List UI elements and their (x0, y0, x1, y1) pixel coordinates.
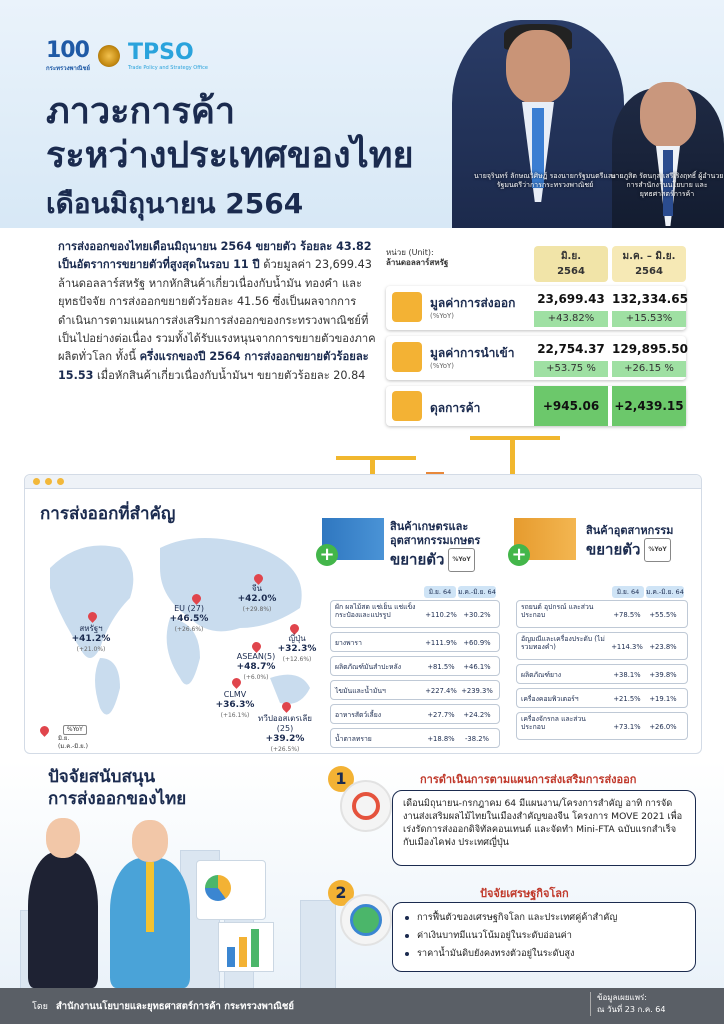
legend-pin-icon (38, 724, 51, 737)
agri-category-title: สินค้าเกษตรและ อุตสาหกรรมเกษตร ขยายตัว %YoY (390, 520, 480, 572)
page-title-month: เดือนมิถุนายน 2564 (46, 187, 304, 220)
market-australia: ทวีปออสเตรเลีย (25) +39.2% (+26.5%) (258, 714, 312, 753)
intro-highlight-1: การส่งออกของไทยเดือนมิถุนายน 2564 ขยายตัว ร้อยละ 43.82 เป็นอัตราการขยายตัวที่สูงสุดในรอบ 11 ปี (58, 240, 372, 272)
hero-banner (0, 0, 724, 228)
market-asean: ASEAN(5) +48.7% (+6.0%) (236, 652, 276, 681)
industry-category-title: สินค้าอุตสาหกรรม ขยายตัว %YoY (586, 524, 673, 562)
industry-item: ผลิตภัณฑ์ยาง +38.1% +39.8% (516, 664, 688, 684)
ministry-seal-icon (98, 45, 120, 67)
agri-item: ผลิตภัณฑ์มันสำปะหลัง +81.5% +46.1% (330, 656, 500, 676)
globe-icon (340, 894, 392, 946)
factor-2-item: ราคาน้ำมันดิบยังคงทรงตัวอยู่ในระดับสูง (405, 947, 683, 960)
import-june-value: 22,754.37 (537, 342, 605, 356)
agri-item: ผัก ผลไม้สด แช่เย็น แช่แข็ง กระป๋องและแปรรูป +110.2% +30.2% (330, 600, 500, 628)
industry-item: รถยนต์ อุปกรณ์ และส่วนประกอบ +78.5% +55.5% (516, 600, 688, 628)
intro-paragraph (58, 238, 378, 385)
factor-2-number: 2 (328, 880, 354, 906)
industry-header-ytd: ม.ค.-มิ.ย. 64 (646, 588, 684, 596)
map-legend: %YoY มิ.ย. (ม.ค.-มิ.ย.) (40, 722, 88, 751)
col-header-june: มิ.ย. 2564 (534, 246, 608, 282)
industry-item: อัญมณีและเครื่องประดับ (ไม่รวมทองคำ) +114.3% +23.8% (516, 632, 688, 660)
market-clmv: CLMV +36.3% (+16.1%) (215, 690, 255, 719)
market-eu: EU (27) +46.5% (+26.6%) (169, 604, 209, 633)
factor-1-text: เดือนมิถุนายน-กรกฎาคม 64 มีแผนงาน/โครงการสำคัญ อาทิ การจัดงานส่งเสริมผลไม้ไทยในเมืองสำคัญของจีน โครงการ MOVE 2021 เพื่อเร่งรัดการส่งออกดิจิทัลคอนเทนต์ และจัดทำ Mini-FTA ฉบับแรกสำเร็จกับเมืองไคฟง ประเทศญี่ปุ่น (392, 790, 696, 866)
balance-ytd-value: +2,439.15 (612, 386, 686, 426)
export-row: มูลค่าการส่งออก (%YoY) 23,699.43 132,334.65 +43.82% +15.53% (386, 286, 686, 330)
import-ytd-value: 129,895.50 (612, 342, 688, 356)
export-june-value: 23,699.43 (537, 292, 605, 306)
tpso-logo: TPSO Trade Policy and Strategy Office (128, 40, 208, 71)
factor-2-item: ค่าเงินบาทมีแนวโน้มอยู่ในระดับอ่อนค่า (405, 929, 683, 942)
market-china: จีน +42.0% (+29.8%) (237, 584, 277, 613)
market-japan: ญี่ปุ่น +32.3% (+12.6%) (277, 634, 317, 663)
bar-chart-icon (218, 922, 274, 972)
factor-2-item: การฟื้นตัวของเศรษฐกิจโลก และประเทศคู่ค้าสำคัญ (405, 911, 683, 924)
intro-tail: เมื่อหักสินค้าเกี่ยวเนื่องกับน้ำมันฯ ขยายตัวร้อยละ 20.84 (93, 368, 366, 382)
chart-board-icon (196, 860, 266, 920)
agri-item: ไขมันและน้ำมันฯ +227.4% +239.3% (330, 680, 500, 700)
minister-caption: นายจุรินทร์ ลักษณวิศิษฏ์ รองนายกรัฐมนตรีและ รัฐมนตรีว่าการกระทรวงพาณิชย์ (474, 172, 616, 190)
factor-2-title: ปัจจัยเศรษฐกิจโลก (480, 884, 569, 905)
agri-header-june: มิ.ย. 64 (424, 586, 456, 598)
market-usa: สหรัฐฯ +41.2% (+21.0%) (71, 624, 111, 653)
factor-1-number: 1 (328, 766, 354, 792)
import-row: มูลค่าการนำเข้า (%YoY) 22,754.37 129,895.50 +53.75 % +26.15 % (386, 336, 686, 380)
col-header-ytd: ม.ค. – มิ.ย. 2564 (612, 246, 686, 282)
export-ytd-value: 132,334.65 (612, 292, 688, 306)
intro-highlight-2: ครึ่งแรกของปี 2564 การส่งออกขยายตัวร้อยละ 15.53 (58, 350, 369, 382)
agri-item: อาหารสัตว์เลี้ยง +27.7% +24.2% (330, 704, 500, 724)
logo-group (46, 38, 208, 73)
industry-plus-icon: + (508, 544, 530, 566)
director-portrait (612, 88, 724, 228)
ministry-100-logo: 100 กระทรวงพาณิชย์ (46, 38, 91, 72)
agri-plus-icon: + (316, 544, 338, 566)
businesswoman-illustration (28, 852, 98, 988)
factor-2-list (392, 902, 696, 972)
export-boxes-icon (392, 292, 422, 322)
document-box-icon (392, 391, 422, 421)
import-boxes-icon (392, 342, 422, 372)
page-title-line1: ภาวะการค้า (46, 91, 236, 132)
intro-body: ด้วยมูลค่า 23,699.43 ล้านดอลลาร์สหรัฐ หากหักสินค้าเกี่ยวเนื่องกับน้ำมัน ทองคำ และยุทธปัจจัย การส่งออกขยายตัวร้อยละ 41.56 ซึ่งเป็นผลจากการดำเนินการตามแผนการส่งเสริมการส่งออกของกระทรวงพาณิชย์ที่เป็นไปอย่างต่อเนื่อง รวมทั้งได้รับแรงหนุนจากการขยายตัวของภาคผลิตทั่วโลก ทั้งนี้ (58, 258, 376, 364)
balance-june-value: +945.06 (534, 386, 608, 426)
page-title-line2: ระหว่างประเทศของไทย (46, 135, 414, 176)
factor-1-title: การดำเนินการตามแผนการส่งเสริมการส่งออก (420, 770, 636, 791)
minister-portrait (452, 20, 624, 228)
export-june-yoy: +43.82% (534, 311, 608, 327)
director-caption: นายภูสิต รัตนกุล เสรีเริงฤทธิ์ ผู้อำนวยการสำนักงานนโยบาย และยุทธศาสตร์การค้า (610, 172, 724, 199)
industry-header-june: มิ.ย. 64 (612, 586, 644, 598)
unit-label: หน่วย (Unit): ล้านดอลลาร์สหรัฐ (386, 248, 449, 267)
import-ytd-yoy: +26.15 % (612, 361, 686, 377)
agri-item: น้ำตาลทราย +18.8% -38.2% (330, 728, 500, 748)
footer-publish-date: ข้อมูลเผยแพร่: ณ วันที่ 23 ก.ค. 64 (590, 992, 665, 1016)
footer-bar (0, 988, 724, 1024)
import-june-yoy: +53.75 % (534, 361, 608, 377)
factors-title: ปัจจัยสนับสนุน การส่งออกของไทย (48, 767, 187, 809)
balance-row: ดุลการค้า +945.06 +2,439.15 (386, 386, 686, 426)
key-exports-title: การส่งออกที่สำคัญ (40, 504, 176, 524)
industry-item: เครื่องจักรกล และส่วนประกอบ +73.1% +26.0% (516, 712, 688, 740)
export-ytd-yoy: +15.53% (612, 311, 686, 327)
businessman-illustration (110, 858, 190, 988)
footer-org: โดย สำนักงานนโยบายและยุทธศาสตร์การค้า กระทรวงพาณิชย์ (32, 1001, 294, 1012)
agri-item: ยางพารา +111.9% +60.9% (330, 632, 500, 652)
agri-header-ytd: ม.ค.-มิ.ย. 64 (458, 588, 496, 596)
target-icon (340, 780, 392, 832)
industry-item: เครื่องคอมพิวเตอร์ฯ +21.5% +19.1% (516, 688, 688, 708)
